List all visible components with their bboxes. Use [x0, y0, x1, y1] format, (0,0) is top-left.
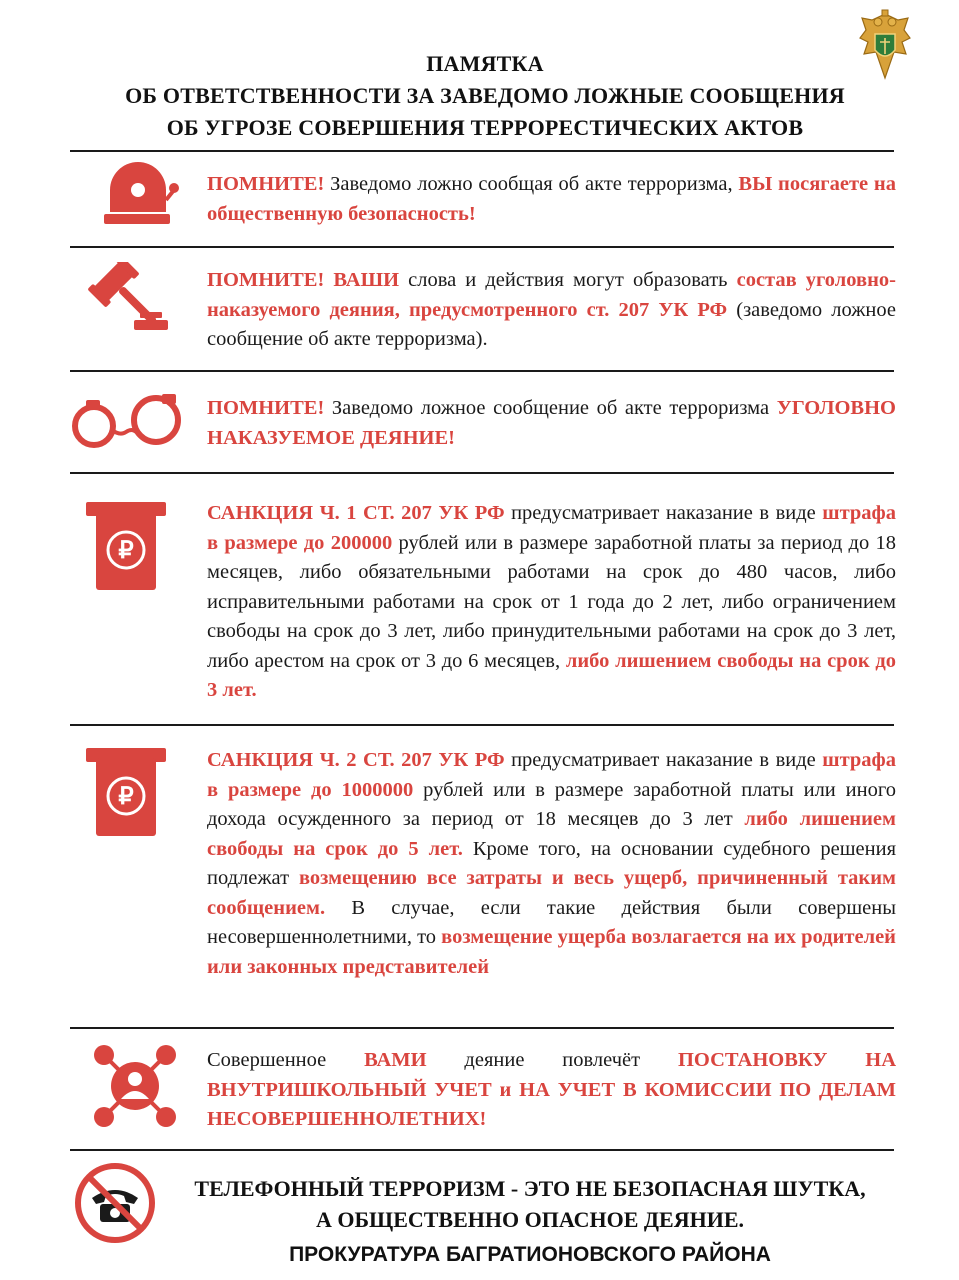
highlighted-text: ПОМНИТЕ! ВАШИ	[207, 269, 400, 291]
divider	[70, 150, 894, 152]
highlighted-text: либо лишением свободы на срок до 5 лет.	[207, 808, 896, 860]
body-text: Заведомо ложное сообщение об акте терроризма	[324, 397, 777, 419]
body-text: слова и действия могут образовать	[399, 269, 737, 291]
divider	[70, 1149, 894, 1151]
title-line-3: ОБ УГРОЗЕ СОВЕРШЕНИЯ ТЕРРОРЕСТИЧЕСКИХ АКТОВ	[166, 115, 804, 140]
no-phone-icon	[72, 1160, 158, 1246]
divider	[70, 472, 894, 474]
body-text: рублей или в размере заработной платы или иного дохода осужденного за период от 18 месяцев до 3 лет	[207, 778, 896, 830]
ruble-atm-icon	[86, 500, 166, 592]
highlighted-text: ПОМНИТЕ!	[207, 173, 325, 195]
divider	[70, 724, 894, 726]
ruble-atm-icon	[86, 746, 166, 838]
gavel-icon	[80, 262, 175, 334]
highlighted-text: САНКЦИЯ Ч. 1 СТ. 207 УК РФ	[207, 502, 505, 524]
divider	[70, 1027, 894, 1029]
document-title	[60, 48, 910, 144]
section-5-text	[207, 746, 896, 982]
highlighted-text: САНКЦИЯ Ч. 2 СТ. 207 УК РФ	[207, 749, 505, 771]
body-text: предусматривает наказание в виде	[504, 502, 823, 524]
highlighted-text: ВАМИ	[364, 1049, 427, 1071]
body-text: Совершенное	[207, 1049, 365, 1071]
footer-warning	[160, 1173, 900, 1235]
title-line-1: ПАМЯТКА	[426, 51, 544, 76]
footer-line-1: ТЕЛЕФОННЫЙ ТЕРРОРИЗМ - ЭТО НЕ БЕЗОПАСНАЯ ШУТКА,	[194, 1176, 866, 1201]
svg-text:₽: ₽	[118, 537, 134, 564]
highlighted-text: штрафа в размере до 1000000	[207, 749, 896, 801]
highlighted-text: либо лишением свободы на срок до 3 лет.	[207, 649, 896, 701]
section-4-text	[207, 499, 896, 706]
highlighted-text: возмещение ущерба возлагается на их родителей или законных представителей	[207, 926, 896, 978]
title-line-2: ОБ ОТВЕТСТВЕННОСТИ ЗА ЗАВЕДОМО ЛОЖНЫЕ СООБЩЕНИЯ	[125, 83, 845, 108]
body-text: (заведомо ложное сообщение об акте терроризма).	[207, 298, 896, 350]
section-1-text	[207, 170, 896, 229]
body-text: Заведомо ложно сообщая об акте терроризма,	[324, 173, 739, 195]
body-text: Кроме того, на основании судебного решения подлежат	[207, 837, 896, 889]
highlighted-text: УГОЛОВНО НАКАЗУЕМОЕ ДЕЯНИЕ!	[207, 397, 896, 449]
body-text: деяние повлечёт	[426, 1049, 678, 1071]
body-text: рублей или в размере заработной платы за период до 18 месяцев, либо обязательными работами на срок до 480 часов, либо исправительными работами на срок от 1 года до 2 лет, либо ограничением свободы на срок до 3 лет, либо принудительными работами на срок до 3 лет, либо арестом на срок от 3 до 6 месяцев,	[207, 531, 896, 672]
section-6-text	[207, 1046, 896, 1135]
highlighted-text: возмещению все затраты и весь ущерб, причиненный таким сообщением.	[207, 867, 896, 919]
divider	[70, 246, 894, 248]
section-3-text	[207, 394, 896, 453]
highlighted-text: ВЫ посягаете на общественную безопасность!	[207, 173, 896, 225]
organization-name: ПРОКУРАТУРА БАГРАТИОНОВСКОГО РАЙОНА	[289, 1243, 771, 1266]
handcuffs-icon	[70, 392, 184, 448]
alarm-bell-icon	[100, 160, 180, 230]
svg-text:₽: ₽	[118, 783, 134, 810]
section-2-text	[207, 266, 896, 355]
footer-line-2: А ОБЩЕСТВЕННО ОПАСНОЕ ДЕЯНИЕ.	[315, 1207, 745, 1232]
highlighted-text: штрафа в размере до 200000	[207, 502, 896, 554]
body-text: предусматривает наказание в виде	[504, 749, 823, 771]
user-network-icon	[92, 1043, 178, 1129]
highlighted-text: ПОСТАНОВКУ НА ВНУТРИШКОЛЬНЫЙ УЧЕТ и НА УЧЕТ В КОМИССИИ ПО ДЕЛАМ НЕСОВЕРШЕННОЛЕТНИХ!	[207, 1049, 896, 1130]
highlighted-text: состав уголовно-наказуемого деяния, предусмотренного ст. 207 УК РФ	[207, 269, 896, 321]
divider	[70, 370, 894, 372]
body-text: В случае, если такие действия были совершены несовершеннолетними, то	[207, 896, 896, 948]
highlighted-text: ПОМНИТЕ!	[207, 397, 325, 419]
